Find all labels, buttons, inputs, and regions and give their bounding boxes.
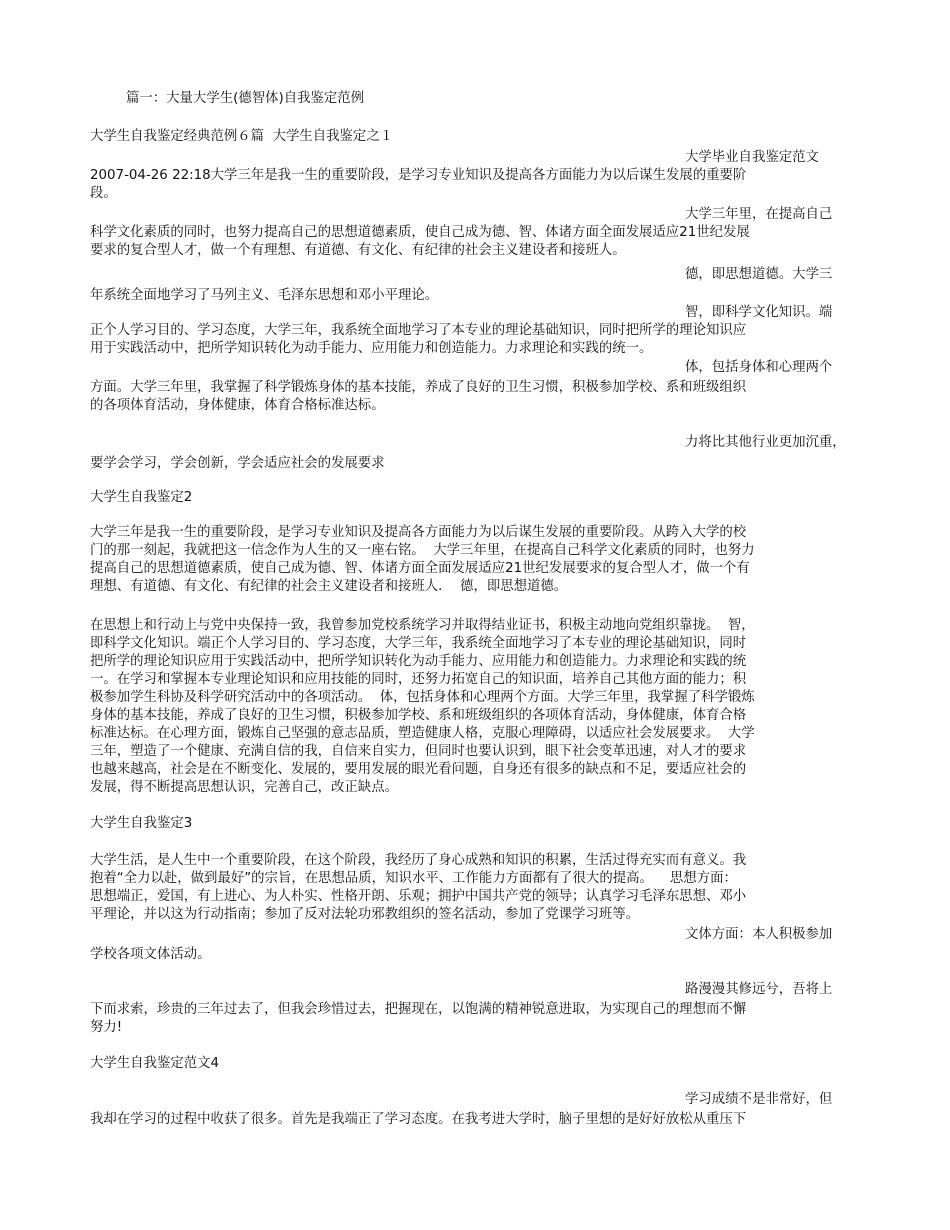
paragraph-line: 发展，得不断提高思想认识，完善自己，改正缺点。: [90, 780, 398, 795]
paragraph-line: 大学生活，是人生中一个重要阶段，在这个阶段，我经历了身心成熟和知识的积累，生活过得充实而有意义。我: [90, 853, 747, 868]
paragraph-line: 门的那一刻起，我就把这一信念作为人生的又一座右铭。 大学三年里，在提高自己科学文化素质的同时，也努力: [90, 543, 755, 558]
section-heading-1: 大学生自我鉴定经典范例６篇 大学生自我鉴定之１: [90, 129, 394, 144]
paragraph-line: 大学三年里，在提高自己: [685, 207, 833, 222]
paragraph-line: 一。在学习和掌握本专业理论知识和应用技能的同时，还努力拓宽自己的知识面，培养自己其他方面的能力；积: [90, 672, 747, 687]
section-heading-3: 大学生自我鉴定3: [90, 816, 193, 831]
paragraph-line: 思想端正，爱国，有上进心、为人朴实、性格开朗、乐观；拥护中国共产党的领导；认真学习毛泽东思想、邓小: [90, 889, 747, 904]
paragraph-line: 体，包括身体和心理两个: [685, 360, 833, 375]
paragraph-line: 即科学文化知识。端正个人学习目的、学习态度，大学三年，我系统全面地学习了本专业的理论基础知识，同时: [90, 636, 747, 651]
paragraph-line: 学习成绩不是非常好，但: [685, 1092, 833, 1107]
paragraph-line: 2007-04-26 22:18大学三年是我一生的重要阶段，是学习专业知识及提高各方面能力为以后谋生发展的重要阶: [90, 168, 747, 183]
paragraph-line: 把所学的理论知识应用于实践活动中，把所学知识转化为动手能力、应用能力和创造能力。力求理论和实践的统: [90, 654, 747, 669]
paragraph-line: 标准达标。在心理方面，锻炼自己坚强的意志品质，塑造健康人格，克服心理障碍，以适应社会发展要求。 大学: [90, 726, 755, 741]
document-title: 篇一：大量大学生(德智体)自我鉴定范例: [126, 91, 365, 106]
section-heading-4: 大学生自我鉴定范文4: [90, 1056, 220, 1071]
paragraph-line: 努力!: [90, 1020, 123, 1035]
paragraph-line: 理想、有道德、有文化、有纪律的社会主义建设者和接班人． 德，即思想道德。: [90, 579, 568, 594]
paragraph-line: 在思想上和行动上与党中央保持一致，我曾参加党校系统学习并取得结业证书，积极主动地向党组织靠拢。 智，: [90, 618, 755, 633]
paragraph-line: 力将比其他行业更加沉重，: [685, 435, 846, 450]
paragraph-line: 方面。大学三年里，我掌握了科学锻炼身体的基本技能，养成了良好的卫生习惯，积极参加学校、系和班级组织: [90, 380, 747, 395]
paragraph-line: 提高自己的思想道德素质，使自己成为德、智、体诸方面全面发展适应21世纪发展要求的复合型人才，做一个有: [90, 561, 750, 576]
paragraph-line: 的各项体育活动，身体健康，体育合格标准达标。: [90, 398, 385, 413]
paragraph-line: 下而求索，珍贵的三年过去了，但我会珍惜过去，把握现在，以饱满的精神锐意进取，为实现自己的理想而不懈: [90, 1002, 747, 1017]
paragraph-line: 德，即思想道德。大学三: [685, 267, 833, 282]
paragraph-line: 大学三年是我一生的重要阶段，是学习专业知识及提高各方面能力为以后谋生发展的重要阶段。从跨入大学的校: [90, 525, 747, 540]
paragraph-line: 智，即科学文化知识。端: [685, 305, 833, 320]
paragraph-line: 用于实践活动中，把所学知识转化为动手能力、应用能力和创造能力。力求理论和实践的统一。: [90, 341, 653, 356]
paragraph-line: 平理论，并以这为行动指南；参加了反对法轮功邪教组织的签名活动，参加了党课学习班等。: [90, 907, 640, 922]
paragraph-line: 要求的复合型人才，做一个有理想、有道德、有文化、有纪律的社会主义建设者和接班人。: [90, 243, 626, 258]
paragraph-line: 极参加学生科协及科学研究活动中的各项活动。 体，包括身体和心理两个方面。大学三年里，我掌握了科学锻炼: [90, 690, 755, 705]
paragraph-line: 大学毕业自我鉴定范文: [685, 150, 819, 165]
section-heading-2: 大学生自我鉴定2: [90, 490, 193, 505]
paragraph-line: 学校各项文体活动。: [90, 947, 211, 962]
paragraph-line: 年系统全面地学习了马列主义、毛泽东思想和邓小平理论。: [90, 288, 439, 303]
paragraph-line: 三年，塑造了一个健康、充满自信的我，自信来自实力，但同时也要认识到，眼下社会变革迅速，对人才的要求: [90, 744, 747, 759]
paragraph-line: 路漫漫其修远兮，吾将上: [685, 982, 833, 997]
paragraph-line: 我却在学习的过程中收获了很多。首先是我端正了学习态度。在我考进大学时，脑子里想的是好好放松从重压下: [90, 1112, 747, 1127]
paragraph-line: 文体方面：本人积极参加: [685, 927, 833, 942]
paragraph-line: 也越来越高，社会是在不断变化、发展的，要用发展的眼光看问题，自身还有很多的缺点和不足，要适应社会的: [90, 762, 747, 777]
paragraph-line: 要学会学习，学会创新，学会适应社会的发展要求: [90, 456, 385, 471]
paragraph-line: 段。: [90, 186, 117, 201]
paragraph-line: 正个人学习目的、学习态度，大学三年，我系统全面地学习了本专业的理论基础知识，同时把所学的理论知识应: [90, 323, 747, 338]
paragraph-line: 身体的基本技能，养成了良好的卫生习惯，积极参加学校、系和班级组织的各项体育活动，身体健康，体育合格: [90, 708, 747, 723]
paragraph-line: 抱着“全力以赴，做到最好”的宗旨，在思想品质，知识水平、工作能力方面都有了很大的提高。 思想方面：: [90, 871, 737, 886]
paragraph-line: 科学文化素质的同时，也努力提高自己的思想道德素质，使自己成为德、智、体诸方面全面发展适应21世纪发展: [90, 225, 750, 240]
